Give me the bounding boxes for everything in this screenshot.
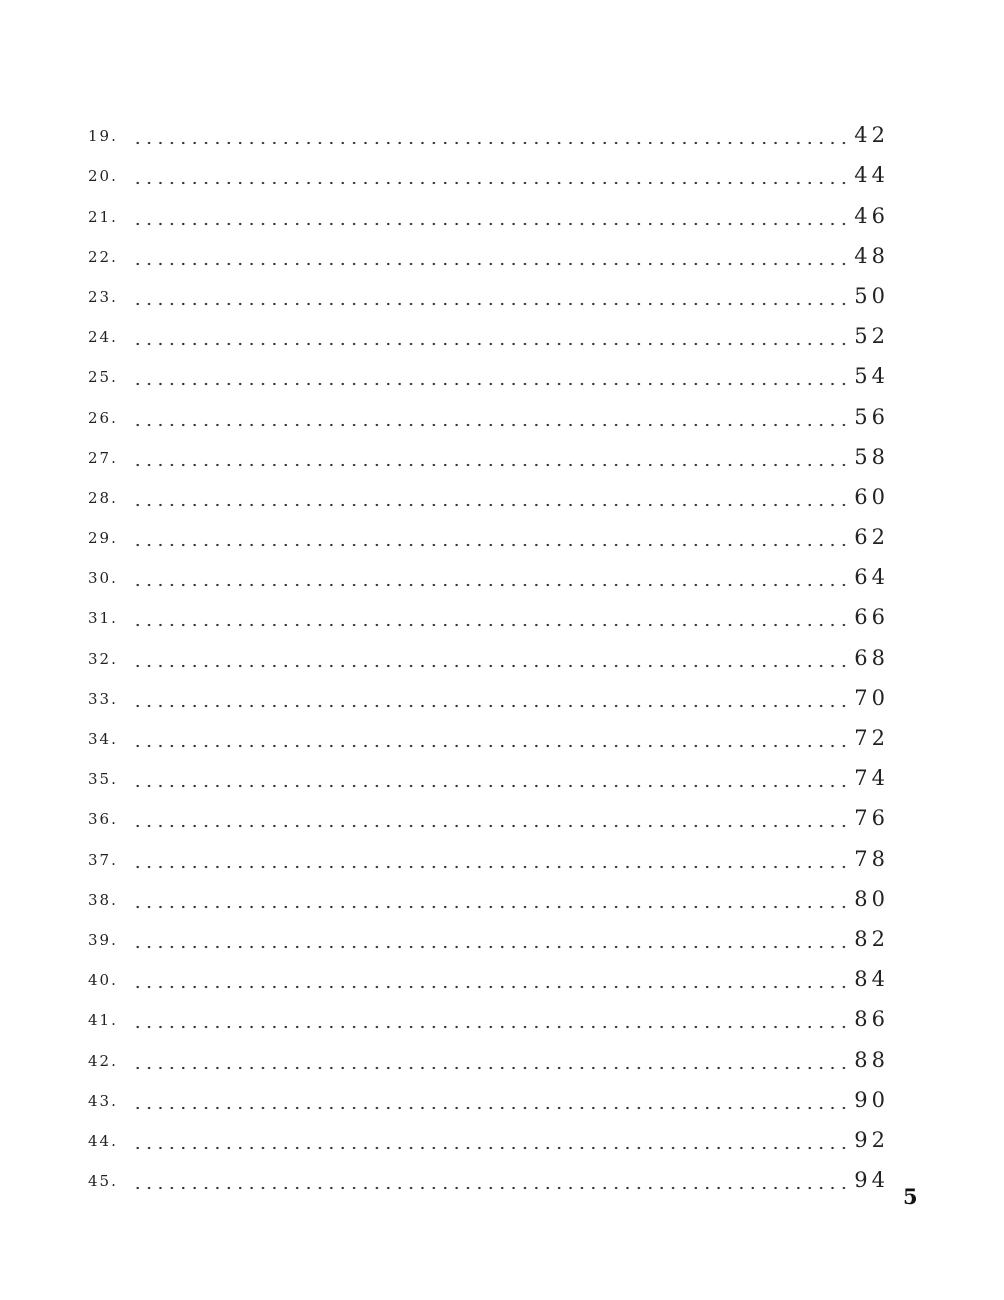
dot-leader — [132, 1090, 850, 1110]
toc-entry-page: 82 — [854, 926, 889, 951]
toc-entry[interactable] — [88, 1071, 889, 1112]
toc-entry-number: 32. — [88, 649, 118, 668]
toc-entry-page: 76 — [854, 806, 889, 831]
toc-entry[interactable] — [88, 227, 889, 268]
toc-entry[interactable] — [88, 508, 889, 550]
toc-entry-number: 26. — [88, 408, 118, 427]
toc-entry[interactable] — [88, 387, 889, 429]
toc-entry[interactable] — [88, 146, 889, 188]
toc-entry[interactable] — [88, 106, 889, 148]
toc-entry-number: 27. — [88, 448, 118, 467]
toc-entry-page: 92 — [854, 1127, 889, 1152]
toc-entry-number: 45. — [88, 1172, 118, 1191]
toc-entry[interactable] — [88, 829, 889, 871]
dot-leader — [132, 1050, 850, 1070]
dot-leader — [132, 607, 850, 627]
dot-leader — [132, 567, 850, 587]
toc-entry-page: 56 — [854, 404, 889, 429]
dot-leader — [132, 125, 850, 145]
dot-leader — [132, 487, 850, 507]
toc-entry-number: 23. — [88, 287, 118, 306]
toc-entry-number: 38. — [88, 890, 118, 909]
toc-entry-page: 72 — [854, 726, 889, 750]
toc-entry-page: 44 — [854, 163, 889, 188]
toc-entry-number: 43. — [88, 1091, 118, 1110]
toc-entry-number: 42. — [88, 1051, 118, 1070]
toc-entry-page: 94 — [854, 1168, 889, 1193]
toc-entry-number: 35. — [88, 770, 118, 789]
toc-entry[interactable] — [88, 548, 889, 590]
toc-entry-number: 44. — [88, 1131, 118, 1150]
toc-entry[interactable] — [88, 1111, 889, 1152]
toc-entry-number: 19. — [88, 127, 118, 146]
dot-leader — [132, 407, 850, 427]
toc-entry-page: 48 — [854, 243, 889, 268]
toc-entry[interactable] — [88, 347, 889, 389]
toc-entry-page: 54 — [854, 364, 889, 389]
toc-entry[interactable] — [88, 588, 889, 630]
dot-leader — [132, 447, 850, 467]
dot-leader — [132, 246, 850, 266]
dot-leader — [132, 165, 850, 185]
toc-entry[interactable] — [88, 428, 889, 469]
toc-entry-page: 46 — [854, 203, 889, 228]
toc-entry-page: 66 — [854, 605, 889, 630]
dot-leader — [132, 1009, 850, 1029]
toc-entry-number: 34. — [88, 730, 118, 748]
dot-leader — [132, 688, 850, 708]
toc-entry[interactable] — [88, 910, 889, 951]
dot-leader — [132, 728, 850, 748]
toc-entry-number: 21. — [88, 207, 118, 226]
toc-entry-page: 58 — [854, 444, 889, 469]
toc-entry-number: 29. — [88, 529, 118, 548]
toc-entry-page: 52 — [854, 324, 889, 349]
toc-entry[interactable] — [88, 186, 889, 228]
toc-entry-number: 28. — [88, 488, 118, 507]
page-number: 5 — [903, 1184, 918, 1209]
toc-entry[interactable] — [88, 307, 889, 349]
toc-entry-page: 50 — [854, 283, 889, 308]
toc-entry[interactable] — [88, 628, 889, 670]
toc-entry[interactable] — [88, 950, 889, 992]
toc-entry-number: 22. — [88, 247, 118, 266]
toc-entry-page: 62 — [854, 525, 889, 550]
toc-entry-page: 80 — [854, 886, 889, 911]
toc-entry-page: 90 — [854, 1087, 889, 1112]
dot-leader — [132, 1130, 850, 1150]
toc-entry-page: 74 — [854, 766, 889, 791]
dot-leader — [132, 206, 850, 226]
toc-entry-number: 20. — [88, 167, 118, 186]
toc-entry[interactable] — [88, 669, 889, 710]
dot-leader — [132, 768, 850, 788]
toc-entry-page: 78 — [854, 846, 889, 871]
dot-leader — [132, 969, 850, 989]
dot-leader — [132, 849, 850, 869]
toc-entry-number: 24. — [88, 328, 118, 347]
toc-entry-number: 39. — [88, 930, 118, 949]
toc-entry-page: 88 — [854, 1047, 889, 1072]
dot-leader — [132, 648, 850, 668]
toc-entry-page: 60 — [854, 484, 889, 509]
toc-entry-number: 31. — [88, 609, 118, 628]
toc-entry-number: 37. — [88, 850, 118, 869]
dot-leader — [132, 326, 850, 346]
toc-entry[interactable] — [88, 789, 889, 831]
toc-entry[interactable] — [88, 990, 889, 1032]
toc-entry[interactable] — [88, 468, 889, 509]
dot-leader — [132, 889, 850, 909]
toc-entry-number: 30. — [88, 569, 118, 588]
table-of-contents — [88, 106, 889, 1193]
dot-leader — [132, 286, 850, 306]
toc-entry-page: 70 — [854, 685, 889, 710]
toc-entry-number: 41. — [88, 1011, 118, 1030]
dot-leader — [132, 808, 850, 828]
toc-entry-page: 64 — [854, 565, 889, 590]
dot-leader — [132, 929, 850, 949]
dot-leader — [132, 366, 850, 386]
toc-entry-page: 68 — [854, 645, 889, 670]
toc-entry-page: 42 — [854, 123, 889, 148]
toc-entry[interactable] — [88, 1151, 889, 1193]
toc-entry[interactable] — [88, 870, 889, 911]
toc-entry[interactable] — [88, 267, 889, 308]
toc-entry[interactable] — [88, 749, 889, 791]
toc-entry-page: 84 — [854, 967, 889, 992]
dot-leader — [132, 527, 850, 547]
toc-entry[interactable] — [88, 709, 889, 750]
toc-entry[interactable] — [88, 1030, 889, 1072]
toc-entry-number: 25. — [88, 368, 118, 387]
dot-leader — [132, 1170, 850, 1190]
toc-entry-page: 86 — [854, 1007, 889, 1032]
toc-entry-number: 33. — [88, 689, 118, 708]
toc-entry-number: 40. — [88, 971, 118, 990]
toc-entry-number: 36. — [88, 810, 118, 829]
